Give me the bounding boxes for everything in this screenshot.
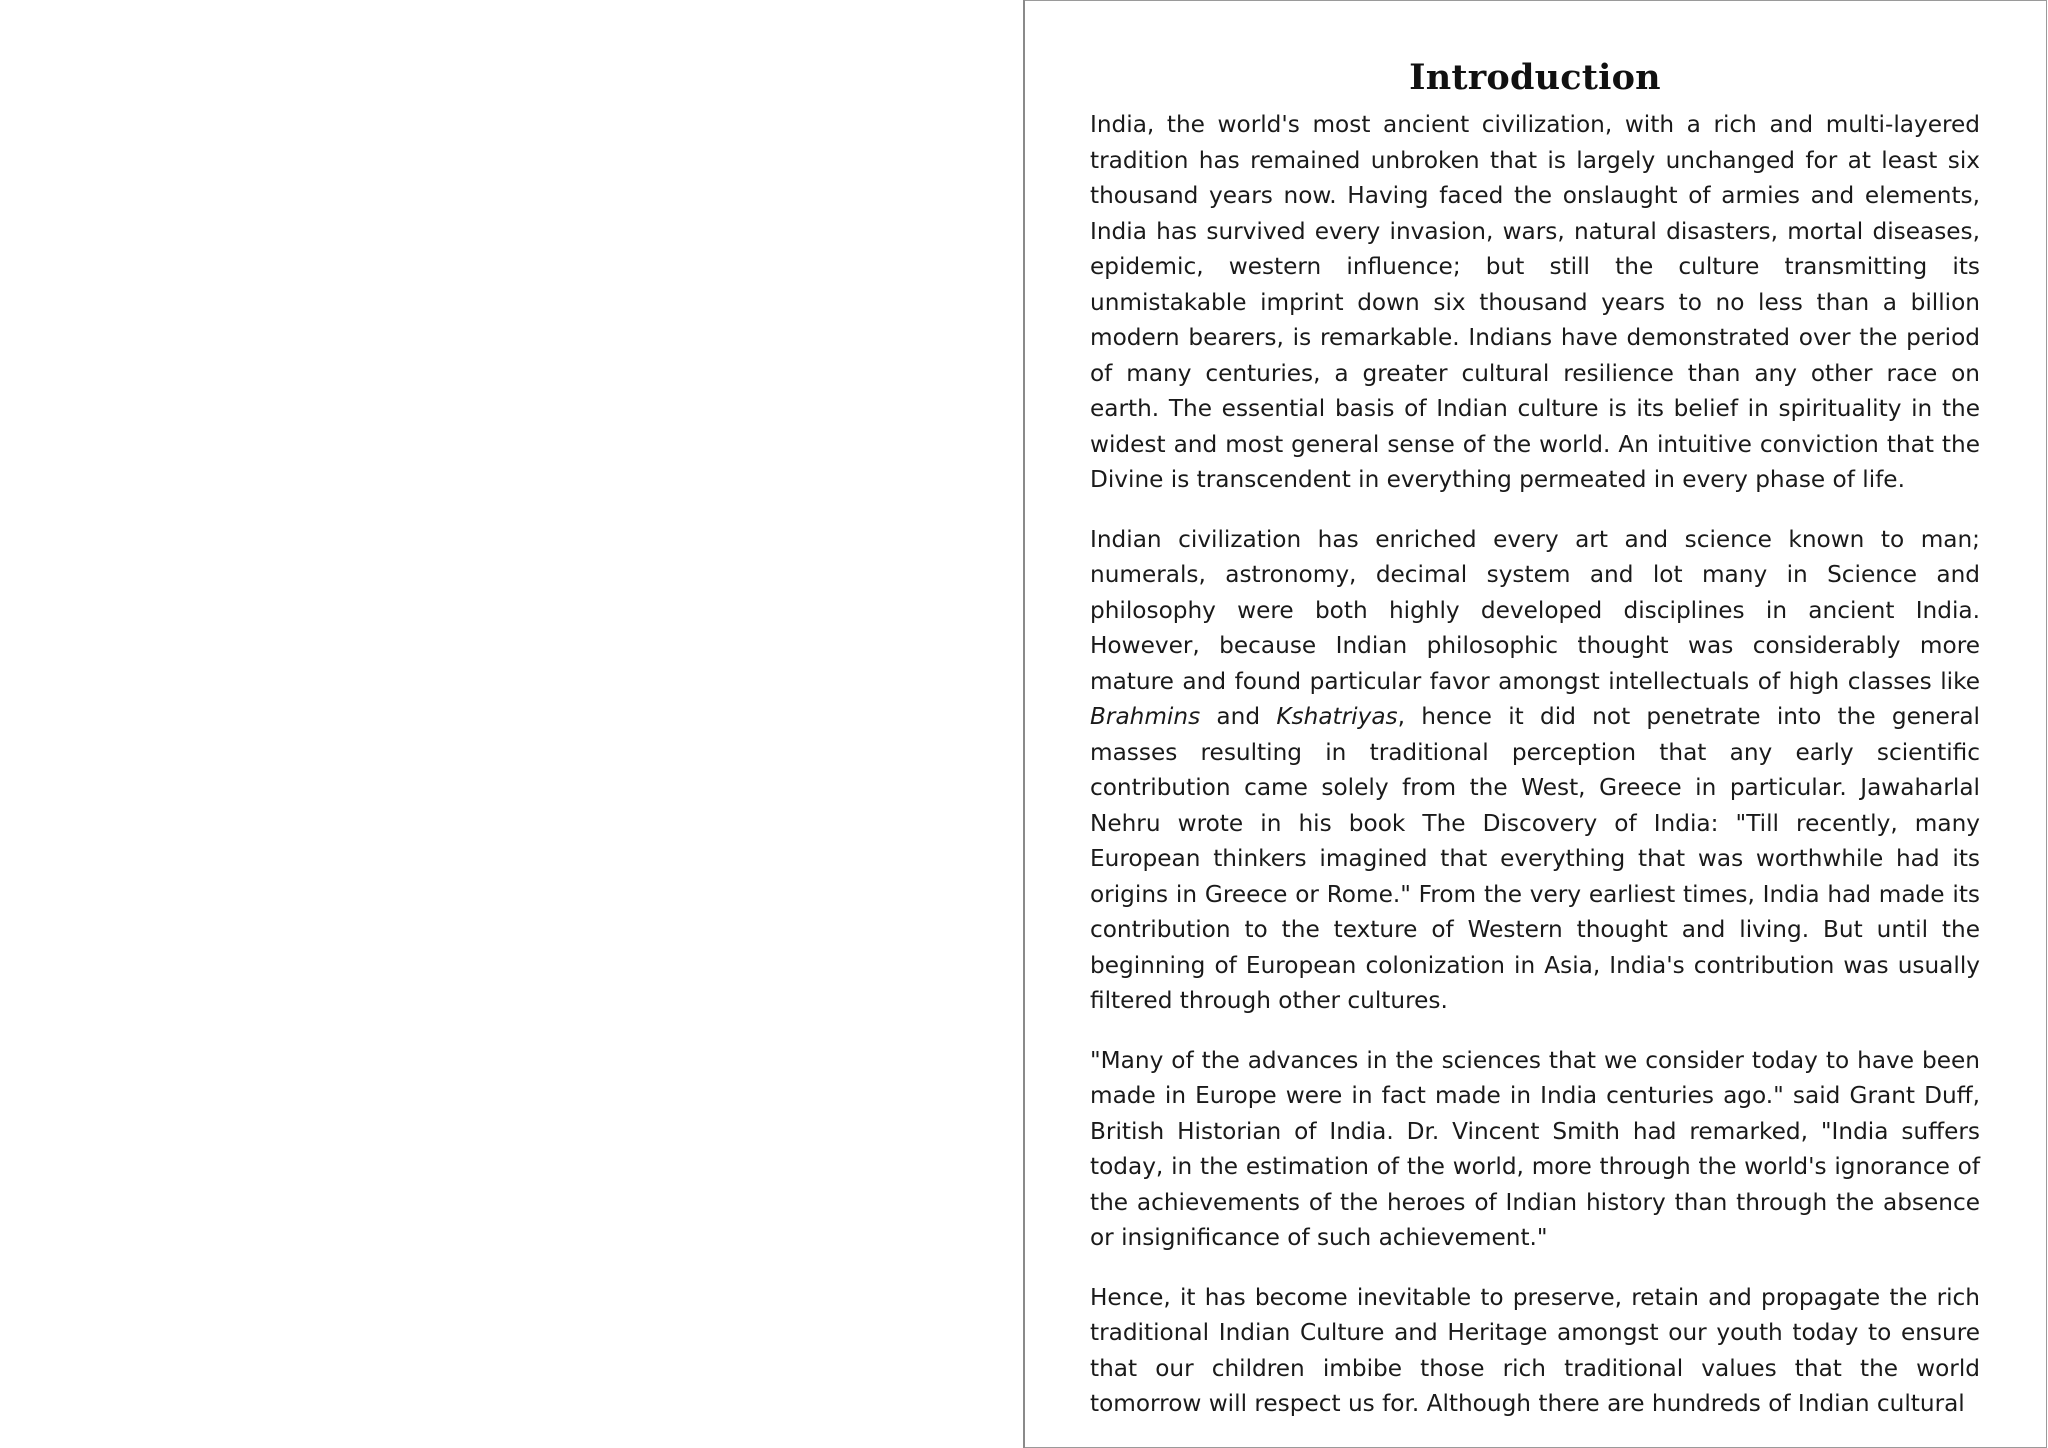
- paragraph-4: [1090, 1280, 1980, 1422]
- term-kshatriyas: Kshatriyas: [1276, 703, 1398, 730]
- page-title: Introduction: [1409, 57, 1661, 98]
- paragraph-2-text-b: and: [1200, 703, 1277, 730]
- paragraph-1-text: India, the world's most ancient civilization, with a rich and multi-layered tradition has remained unbroken that is largely unchanged for at least six thousand years now. Having faced the onslaught of armies and elements, India has survived every invasion, wars, natural disasters, mortal diseases, epidemic, western influence; but still the culture transmitting its unmistakable imprint down six thousand years to no less than a billion modern bearers, is remarkable. Indians have demonstrated over the period of many centuries, a greater cultural resilience than any other race on earth. The essential basis of Indian culture is its belief in spirituality in the widest and most general sense of the world. An intuitive conviction that the Divine is transcendent in everything permeated in every phase of life.: [1090, 111, 1980, 493]
- blank-left-page: [0, 0, 1023, 1448]
- page-content: [1090, 51, 1980, 1446]
- paragraph-2-text-a: Indian civilization has enriched every art and science known to man; numerals, astronomy, decimal system and lot many in Science and philosophy were both highly developed disciplines in ancient India. However, because Indian philosophic thought was considerably more mature and found particular favor amongst intellectuals of high classes like: [1090, 525, 1980, 695]
- paragraph-1: [1090, 107, 1980, 498]
- right-page: [1025, 0, 2047, 1448]
- paragraph-4-text: Hence, it has become inevitable to preserve, retain and propagate the rich traditional Indian Culture and Heritage amongst our youth today to ensure that our children imbibe those rich traditional values that the world tomorrow will respect us for. Although there are hundreds of Indian cultural: [1090, 1283, 1980, 1417]
- term-brahmins: Brahmins: [1090, 703, 1201, 730]
- paragraph-2-text-c: , hence it did not penetrate into the general masses resulting in traditional perception that any early scientific contribution came solely from the West, Greece in particular. Jawaharlal Nehru wrote in his book The Discovery of India: "Till recently, many European thinkers imagined that everything that was worthwhile had its origins in Greece or Rome." From the very earliest times, India had made its contribution to the texture of Western thought and living. But until the beginning of European colonization in Asia, India's contribution was usually filtered through other cultures.: [1090, 703, 1980, 1014]
- paragraph-3: [1090, 1043, 1980, 1256]
- paragraph-2: [1090, 522, 1980, 1019]
- paragraph-3-text: "Many of the advances in the sciences that we consider today to have been made in Europe were in fact made in India centuries ago." said Grant Duff, British Historian of India. Dr. Vincent Smith had remarked, "India suffers today, in the estimation of the world, more through the world's ignorance of the achievements of the heroes of Indian history than through the absence or insignificance of such achievement.": [1090, 1046, 1980, 1251]
